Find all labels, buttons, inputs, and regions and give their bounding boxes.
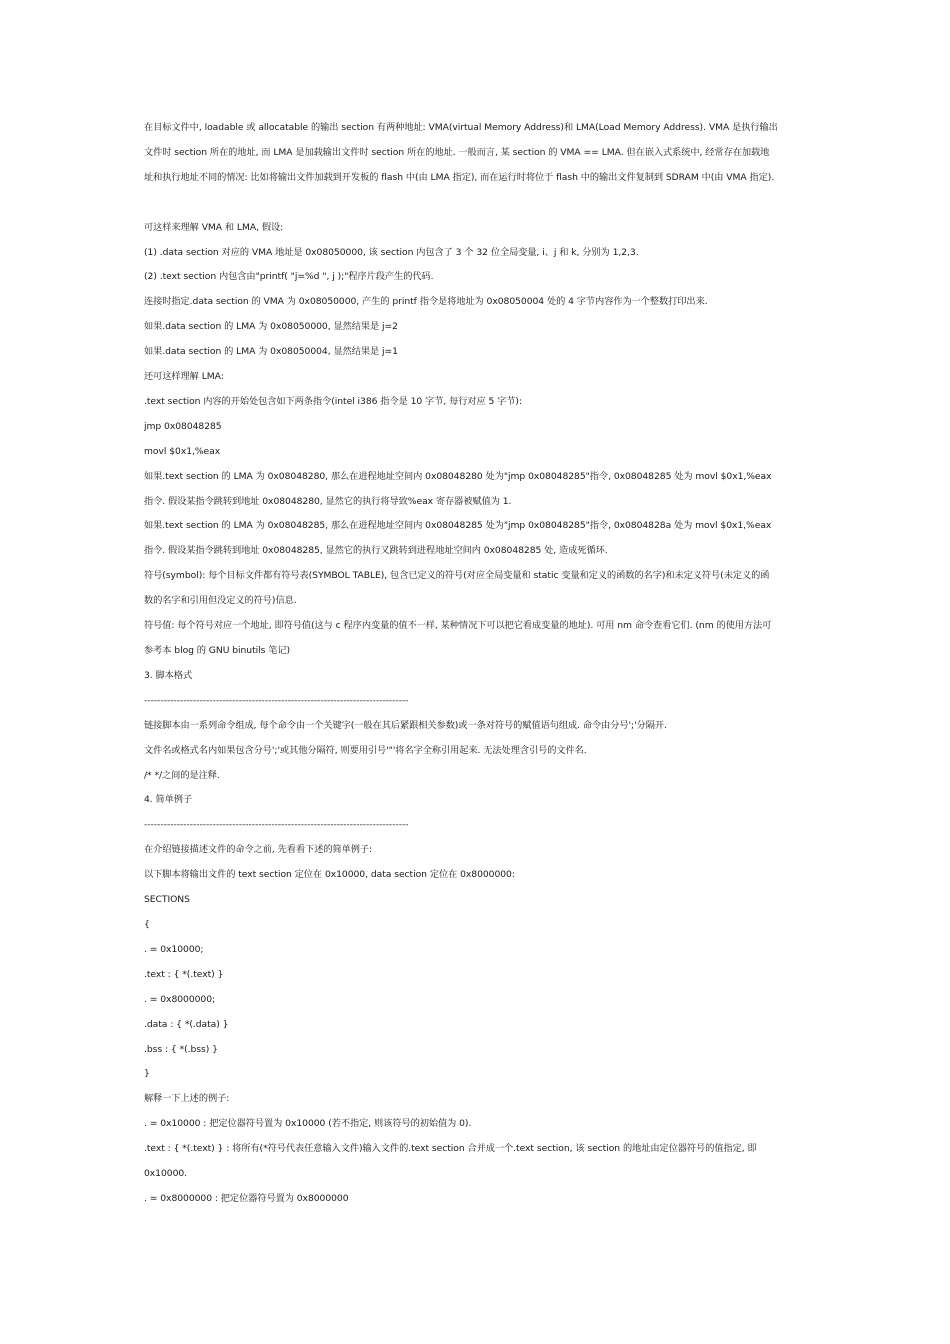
paragraph-line: 链接脚本由一系列命令组成, 每个命令由一个关键字(一般在其后紧跟相关参数)或一条对符号的赋值语句组成. 命令由分号';'分隔开. — [144, 719, 667, 731]
paragraph-line: .text : { *(.text) } : 将所有(*符号代表任意输入文件)输入文件的.text section 合并成一个.text section, 该 section 的地址由定位器符号的值指定, 即 — [144, 1143, 757, 1155]
paragraph-line: . = 0x10000 : 把定位器符号置为 0x10000 (若不指定, 则该符号的初始值为 0). — [144, 1118, 472, 1130]
paragraph-line: 如果.text section 的 LMA 为 0x08048280, 那么在进程地址空间内 0x08048280 处为"jmp 0x08048285"指令, 0x08048285 处为 movl $0x1,%eax — [144, 470, 772, 482]
document-body — [144, 116, 810, 1212]
paragraph-line: 如果.data section 的 LMA 为 0x08050000, 显然结果是 j=2 — [144, 321, 398, 333]
paragraph-line: 如果.text section 的 LMA 为 0x08048285, 那么在进程地址空间内 0x08048285 处为"jmp 0x08048285"指令, 0x0804828a 处为 movl $0x1,%eax — [144, 520, 772, 532]
code-line: jmp 0x08048285 — [144, 420, 222, 432]
paragraph-line: 如果.data section 的 LMA 为 0x08050004, 显然结果是 j=1 — [144, 346, 398, 358]
code-line: . = 0x10000; — [144, 943, 204, 955]
paragraph-line: 0x10000. — [144, 1168, 188, 1180]
paragraph-line: 符号(symbol): 每个目标文件都有符号表(SYMBOL TABLE), 包含已定义的符号(对应全局变量和 static 变量和定义的函数的名字)和未定义符号(未定义的函 — [144, 570, 770, 582]
paragraph-line: 文件时 section 所在的地址, 而 LMA 是加载输出文件时 section 所在的地址. 一般而言, 某 section 的 VMA == LMA. 但在嵌入式系统中, 经常存在加载地 — [144, 146, 770, 158]
code-line: . = 0x8000000; — [144, 993, 216, 1005]
paragraph-line: 文件名或格式名内如果包含分号';'或其他分隔符, 则要用引号'"'将名字全称引用起来. 无法处理含引号的文件名. — [144, 744, 587, 756]
dashed-divider: --------------------------------------------------------------------------------- — [144, 819, 409, 831]
paragraph-line: 在目标文件中, loadable 或 allocatable 的输出 section 有两种地址: VMA(virtual Memory Address)和 LMA(Load Memory Address). VMA 是执行输出 — [144, 122, 778, 133]
paragraph-line: 连接时指定.data section 的 VMA 为 0x08050000, 产生的 printf 指令是将地址为 0x08050004 处的 4 字节内容作为一个整数打印出来. — [144, 296, 708, 308]
code-line: .bss : { *(.bss) } — [144, 1043, 218, 1055]
section-heading: 4. 简单例子 — [144, 794, 193, 806]
code-line: { — [144, 918, 150, 930]
paragraph-line: 数的名字和引用但没定义的符号)信息. — [144, 595, 297, 607]
paragraph-line: 址和执行地址不同的情况: 比如将输出文件加载到开发板的 flash 中(由 LMA 指定), 而在运行时将位于 flash 中的输出文件复制到 SDRAM 中(由 VMA 指定). — [144, 171, 775, 183]
paragraph-line: 可这样来理解 VMA 和 LMA, 假设: — [144, 221, 284, 233]
paragraph-line: . = 0x8000000 : 把定位器符号置为 0x8000000 — [144, 1192, 349, 1204]
code-line: } — [144, 1068, 150, 1080]
paragraph-line: 符号值: 每个符号对应一个地址, 即符号值(这与 c 程序内变量的值不一样, 某种情况下可以把它看成变量的地址). 可用 nm 命令查看它们. (nm 的使用方法可 — [144, 620, 772, 632]
paragraph-line: 在介绍链接描述文件的命令之前, 先看看下述的简单例子: — [144, 844, 373, 856]
paragraph-line: (1) .data section 对应的 VMA 地址是 0x08050000, 该 section 内包含了 3 个 32 位全局变量, i、j 和 k, 分别为 1,2,3. — [144, 246, 639, 258]
paragraph-line: 以下脚本将输出文件的 text section 定位在 0x10000, data section 定位在 0x8000000: — [144, 869, 515, 881]
paragraph-line: 还可这样理解 LMA: — [144, 371, 224, 383]
code-line: SECTIONS — [144, 894, 190, 906]
code-line: .text : { *(.text) } — [144, 968, 224, 980]
paragraph-line: 指令. 假设某指令跳转到地址 0x08048285, 显然它的执行又跳转到进程地址空间内 0x08048285 处, 造成死循环. — [144, 545, 608, 557]
paragraph-line: /* */之间的是注释. — [144, 769, 220, 781]
blank-line — [144, 191, 810, 216]
dashed-divider: --------------------------------------------------------------------------------- — [144, 694, 409, 706]
code-line: .data : { *(.data) } — [144, 1018, 229, 1030]
section-heading: 3. 脚本格式 — [144, 669, 193, 681]
paragraph-line: 参考本 blog 的 GNU binutils 笔记) — [144, 645, 291, 657]
paragraph-line: 指令. 假设某指令跳转到地址 0x08048280, 显然它的执行将导致%eax 寄存器被赋值为 1. — [144, 495, 512, 507]
code-line: movl $0x1,%eax — [144, 445, 221, 457]
paragraph-line: 解释一下上述的例子: — [144, 1093, 230, 1105]
paragraph-line: (2) .text section 内包含由"printf( "j=%d ", j );"程序片段产生的代码. — [144, 271, 434, 283]
paragraph-line: .text section 内容的开始处包含如下两条指令(intel i386 指令是 10 字节, 每行对应 5 字节): — [144, 395, 523, 407]
